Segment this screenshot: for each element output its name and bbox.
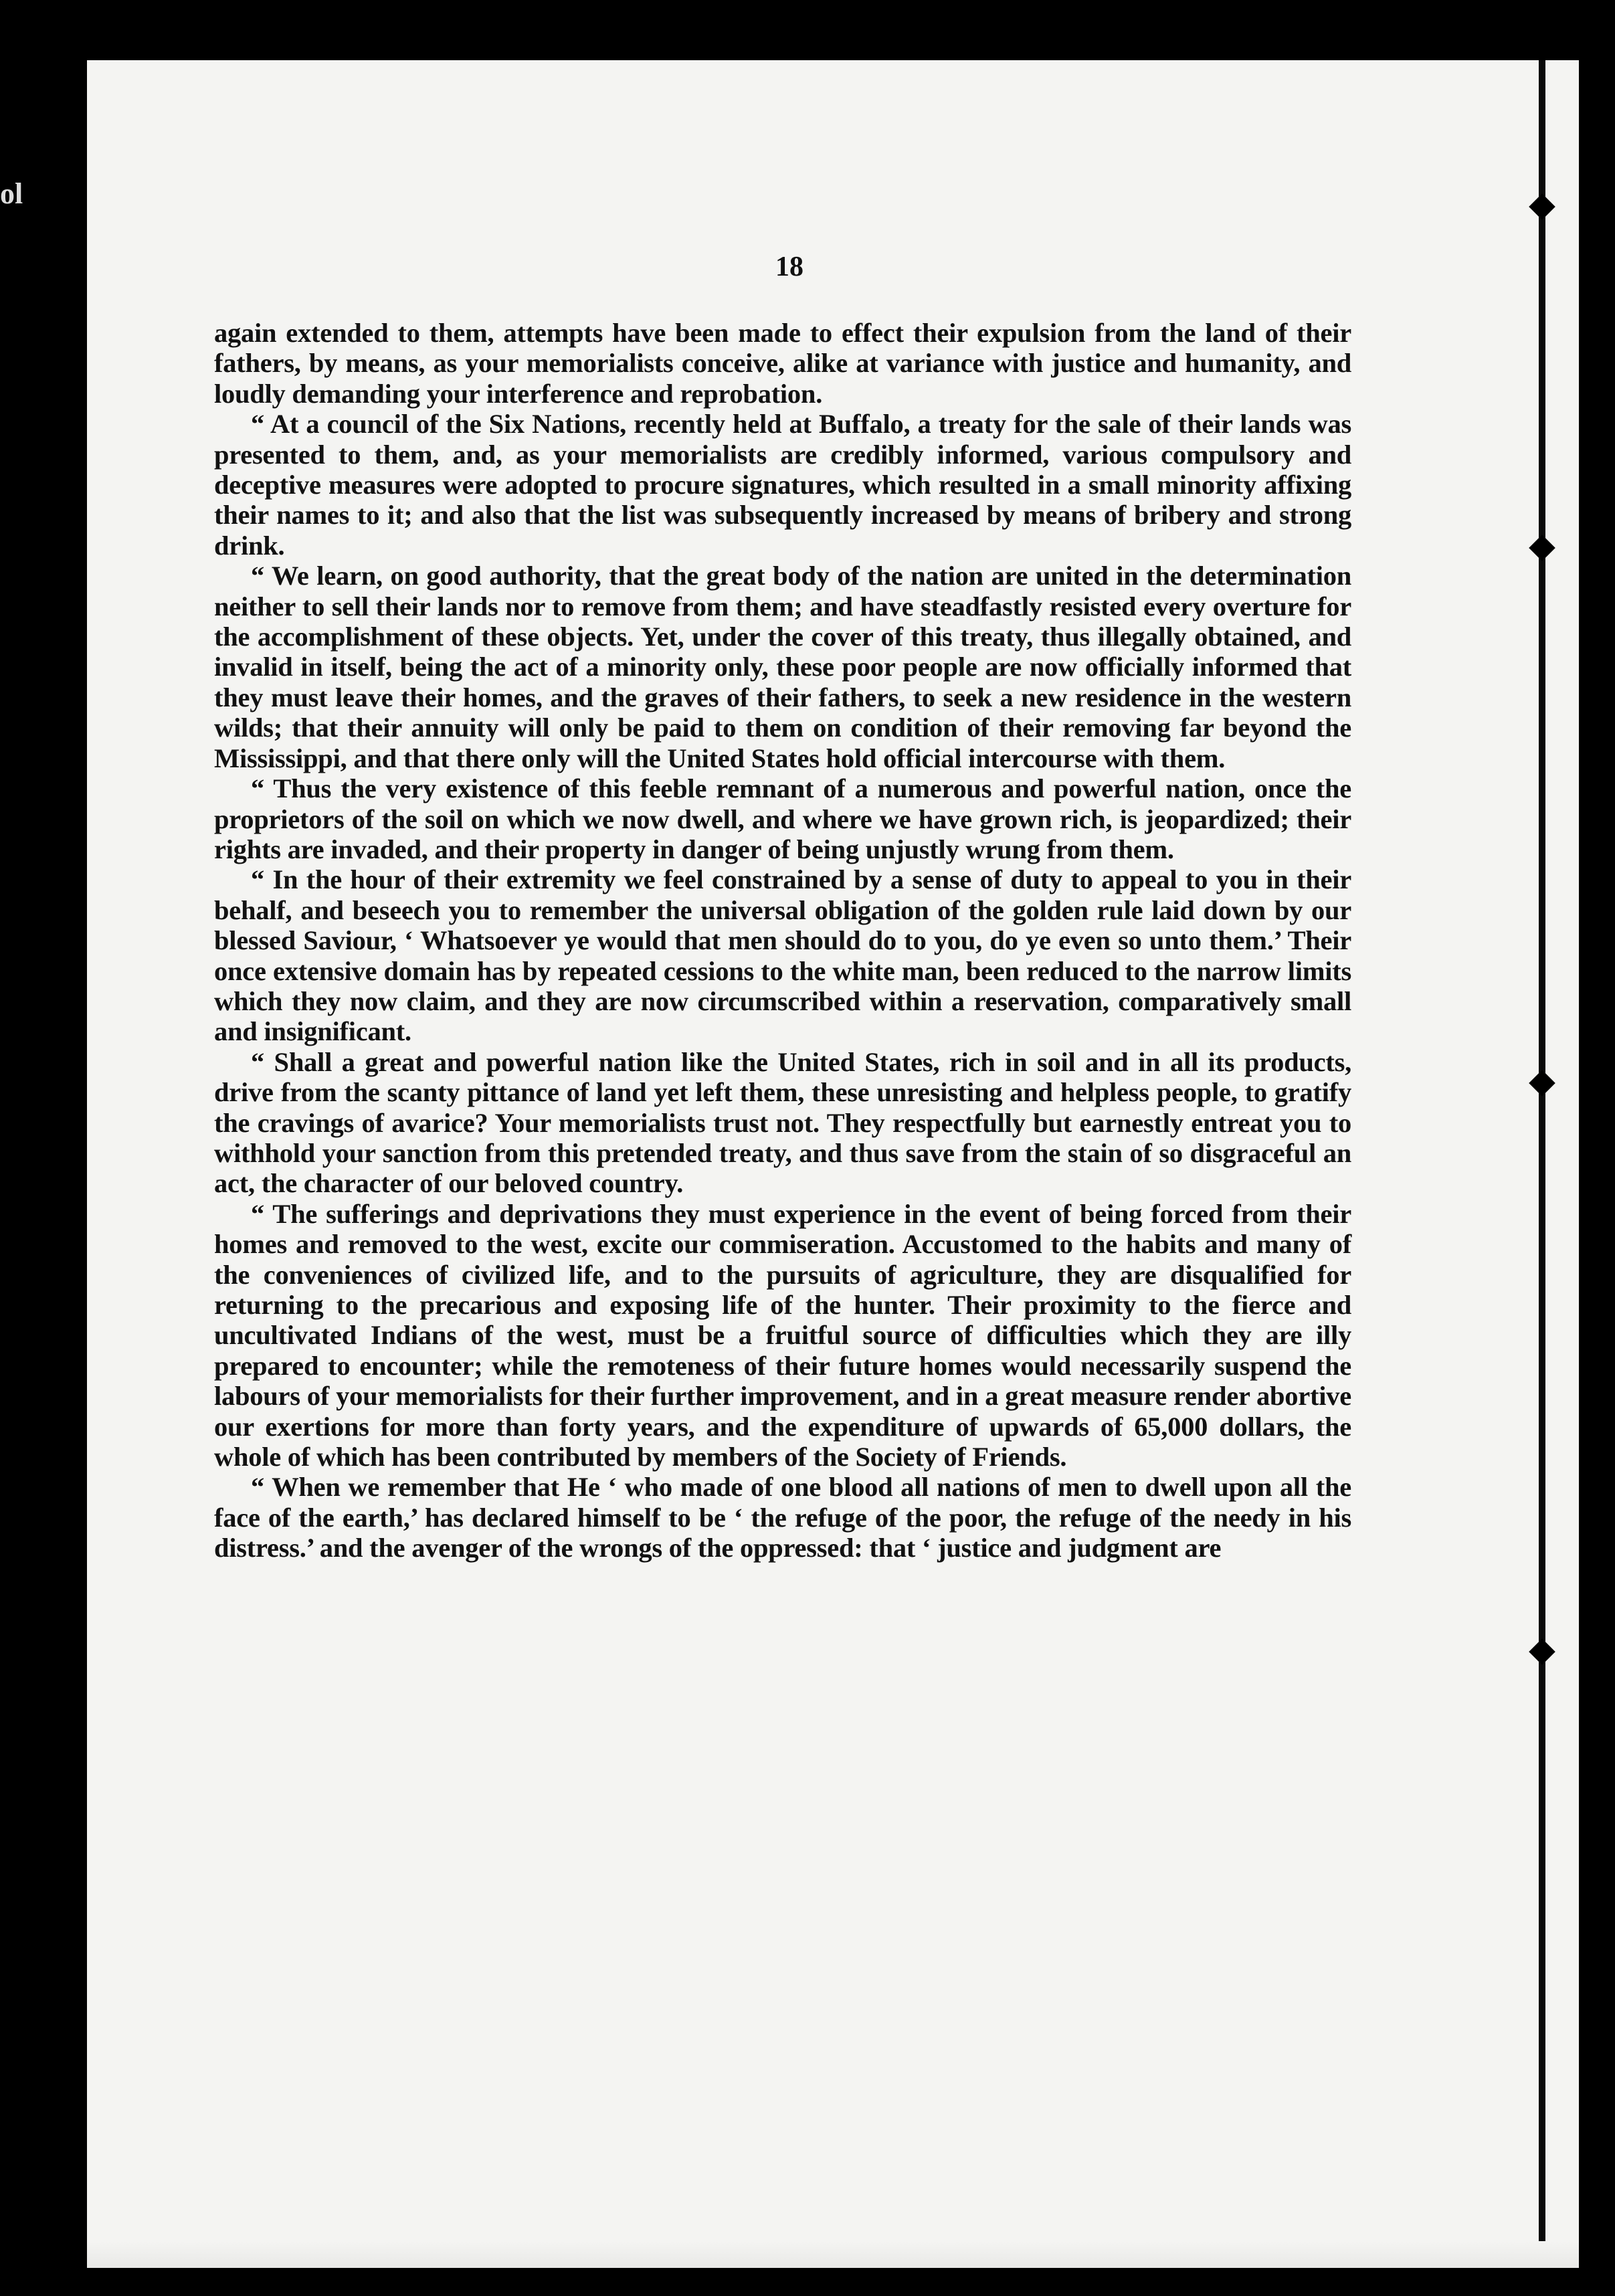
binding-mark (1529, 535, 1555, 561)
edge-mark: ol (0, 177, 23, 210)
document-page (87, 60, 1579, 2268)
paragraph: “ At a council of the Six Nations, recently held at Buffalo, a treaty for the sale of their lands was presented to them, and, as your memorialists are credibly informed, various compulsory and deceptive measures were adopted to procure signatures, which resulted in a small minority affixing their names to it; and also that the list was subsequently increased by means of bribery and strong drink. (214, 409, 1351, 561)
paragraph: again extended to them, attempts have been made to effect their expulsion from the land of their fathers, by means, as your memorialists conceive, alike at variance with justice and humanity, and loudly demanding your interference and reprobation. (214, 318, 1351, 409)
page-number: 18 (775, 252, 803, 282)
page-bottom-edge (87, 2241, 1579, 2268)
paragraph: “ When we remember that He ‘ who made of one blood all nations of men to dwell upon all the face of the earth,’ has declared himself to be ‘ the refuge of the poor, the refuge of the needy in his distress.’ and the avenger of the wrongs of the oppressed: that ‘ justice and judgment are (214, 1472, 1351, 1563)
paragraph: “ Shall a great and powerful nation like the United States, rich in soil and in all its products, drive from the scanty pittance of land yet left them, these unresisting and helpless people, to gratify the cravings of avarice? Your memorialists trust not. They respectfully but earnestly entreat you to withhold your sanction from this pretended treaty, and thus save from the stain of so disgraceful an act, the character of our beloved country. (214, 1046, 1351, 1199)
paragraph: “ We learn, on good authority, that the great body of the nation are united in the determination neither to sell their lands nor to remove from them; and have steadfastly resisted every overture for the accomplishment of these objects. Yet, under the cover of this treaty, thus illegally obtained, and invalid in itself, being the act of a minority only, these poor people are now officially informed that they must leave their homes, and the graves of their fathers, to seek a new residence in the western wilds; that their annuity will only be paid to them on condition of their removing far beyond the Mississippi, and that there only will the United States hold official intercourse with them. (214, 561, 1351, 773)
body-text (214, 318, 1351, 1563)
binding-mark (1529, 1070, 1555, 1096)
paragraph: “ Thus the very existence of this feeble remnant of a numerous and powerful nation, once the proprietors of the soil on which we now dwell, and where we have grown rich, is jeopardized; their rights are invaded, and their property in danger of being unjustly wrung from them. (214, 773, 1351, 864)
binding-mark (1529, 193, 1555, 220)
binding-mark (1529, 1638, 1555, 1665)
binding-gutter (1539, 60, 1545, 2268)
paragraph: “ The sufferings and deprivations they must experience in the event of being forced from their homes and removed to the west, excite our commiseration. Accustomed to the habits and many of the conveniences of civilized life, and to the pursuits of agriculture, they are disqualified for returning to the precarious and exposing life of the hunter. Their proximity to the fierce and uncultivated Indians of the west, must be a fruitful source of difficulties which they are illy prepared to encounter; while the remoteness of their future homes would necessarily suspend the labours of your memorialists for their further improvement, and in a great measure render abortive our exertions for more than forty years, and the expenditure of upwards of 65,000 dollars, the whole of which has been contributed by members of the Society of Friends. (214, 1198, 1351, 1472)
paragraph: “ In the hour of their extremity we feel constrained by a sense of duty to appeal to you in their behalf, and beseech you to remember the universal obligation of the golden rule laid down by our blessed Saviour, ‘ Whatsoever ye would that men should do to you, do ye even so unto them.’ Their once extensive domain has by repeated cessions to the white man, been reduced to the narrow limits which they now claim, and they are now circumscribed within a reservation, comparatively small and insignificant. (214, 864, 1351, 1047)
scan-left-margin (0, 0, 87, 2296)
